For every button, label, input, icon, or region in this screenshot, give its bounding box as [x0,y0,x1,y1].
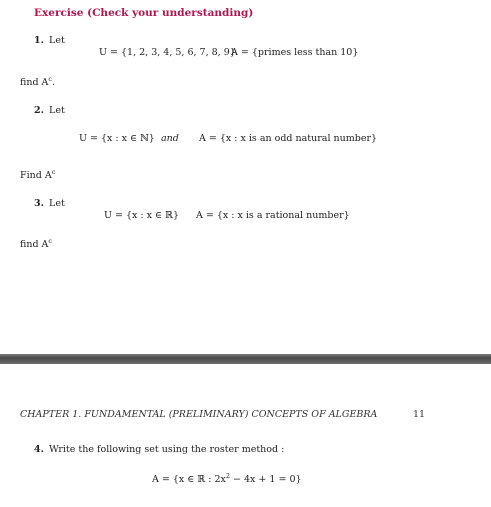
item-2-universal-set: U = {x : x ∈ ℕ} [79,133,155,144]
exercise-item-2-heading [34,98,65,117]
item-4-set-a [152,471,302,485]
exercise-item-4 [34,437,284,456]
complement-superscript: c [48,236,53,245]
exponent: 2 [225,471,231,480]
item-lead: Let [49,35,65,46]
task-text: Find A [20,170,52,181]
item-lead: Let [49,198,65,209]
chapter-header: CHAPTER 1. FUNDAMENTAL (PRELIMINARY) CONCEPTS OF ALGEBRA [20,409,378,420]
item-number: 1. [34,35,44,46]
item-4-text: Write the following set using the roster method : [49,444,285,455]
item-lead: Let [49,105,65,116]
complement-superscript: c [48,74,53,83]
item-2-and-word: and [161,133,179,144]
page-number: 11 [413,409,426,420]
task-end: . [52,77,56,88]
item-number: 3. [34,198,44,209]
set-expr-start: A = {x ∈ ℝ : 2x [152,474,226,485]
exercise-item-1-heading [34,28,65,47]
task-text: find A [20,239,49,250]
page-separator [0,354,491,364]
item-1-universal-set: U = {1, 2, 3, 4, 5, 6, 7, 8, 9} [99,47,236,58]
item-number: 2. [34,105,44,116]
exercise-title: Exercise (Check your understanding) [34,7,254,19]
exercise-item-3-heading [34,191,65,210]
item-3-task [20,236,53,250]
item-2-task [20,167,56,181]
item-1-set-a: A = {primes less than 10} [231,47,359,58]
item-1-task [20,74,56,88]
set-expr-end: − 4x + 1 = 0} [230,474,302,485]
item-2-set-a: A = {x : x is an odd natural number} [199,133,378,144]
task-text: find A [20,77,49,88]
complement-superscript: c [51,167,56,176]
item-number: 4. [34,444,44,455]
item-3-set-a: A = {x : x is a rational number} [196,210,350,221]
item-3-universal-set: U = {x : x ∈ ℝ} [104,210,180,221]
